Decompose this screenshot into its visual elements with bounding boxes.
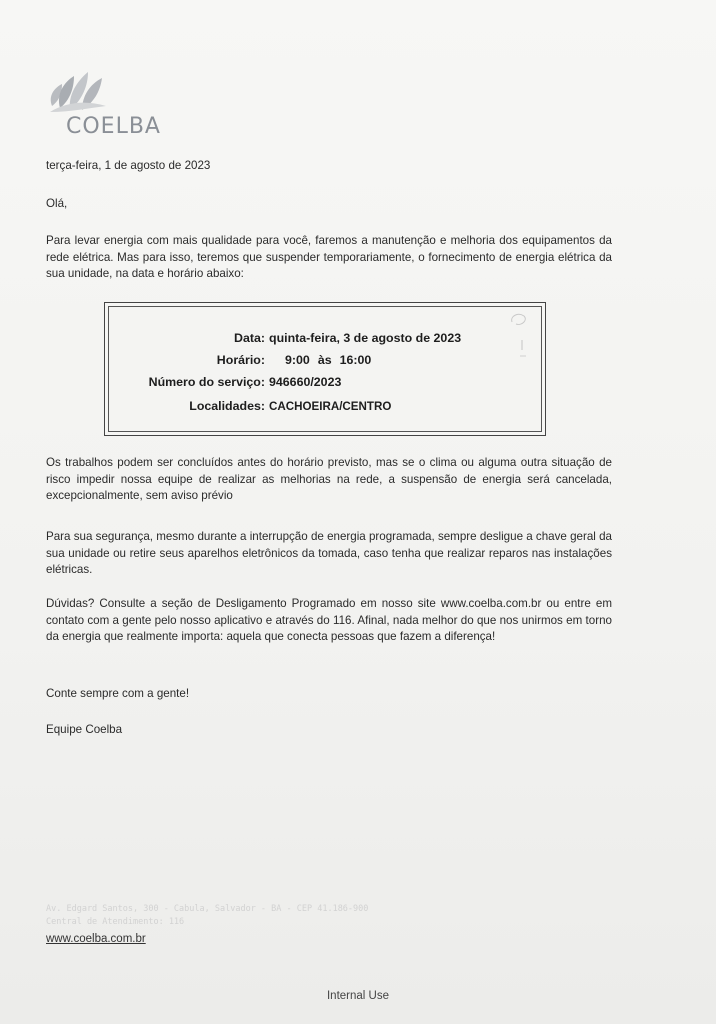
schedule-service-row [111,375,341,389]
paragraph-contact: Dúvidas? Consulte a seção de Desligamento Programado em nosso site www.coelba.com.br ou entre em contato com a gente pelo nosso aplicativo e através do 116. Afinal, nada melhor do que nos unirmos em torno da energia que realmente importa: aquela que conecta pessoas que fazem a diferença! [46,597,612,643]
service-value: 946660/2023 [269,375,342,389]
website-link[interactable]: www.coelba.com.br [46,933,146,945]
paragraph-safety: Para sua segurança, mesmo durante a interrupção de energia programada, sempre desligue a chave geral da sua unidade ou retire seus aparelhos eletrônicos da tomada, caso tenha que realizar reparos nas instalações elétricas. [46,530,612,576]
service-label: Número do serviço: [148,375,265,389]
footer-address [46,903,566,929]
date-label: Data: [234,331,265,345]
pencil-mark-icon [500,306,540,366]
date-value: quinta-feira, 3 de agosto de 2023 [269,331,462,345]
time-start: 9:00 [285,353,310,367]
time-separator: às [317,353,332,367]
schedule-box [104,302,546,436]
paragraph-risk-notice: Os trabalhos podem ser concluídos antes do horário previsto, mas se o clima ou alguma outra situação de risco impedir nossa equipe de realizar as melhorias na rede, a suspensão de energia será cancelada, excepcionalmente, sem aviso prévio [46,456,612,502]
locality-label: Localidades: [189,399,265,413]
address-line-1: Av. Edgard Santos, 300 - Cabula, Salvador - BA - CEP 41.186-900 [46,904,369,914]
schedule-locality-row [111,399,391,413]
classification-label: Internal Use [326,990,389,1002]
brand-name: COELBA [66,114,161,139]
time-end: 16:00 [339,353,372,367]
schedule-time-row [111,353,371,367]
greeting: Olá, [46,197,68,210]
locality-value: CACHOEIRA/CENTRO [269,400,392,413]
time-label: Horário: [216,353,265,367]
closing-line: Conte sempre com a gente! [46,687,190,700]
intro-paragraph: Para levar energia com mais qualidade para você, faremos a manutenção e melhoria dos equipamentos da rede elétrica. Mas para isso, teremos que suspender temporariamente, o fornecimento de energia elétrica da sua unidade, na data e horário abaixo: [46,234,612,280]
drops-logo-icon [46,66,116,116]
letter-date: terça-feira, 1 de agosto de 2023 [46,159,211,172]
schedule-date-row [111,331,461,345]
address-line-2: Central de Atendimento: 116 [46,917,185,927]
coelba-logo [46,66,176,140]
signature: Equipe Coelba [46,723,123,736]
